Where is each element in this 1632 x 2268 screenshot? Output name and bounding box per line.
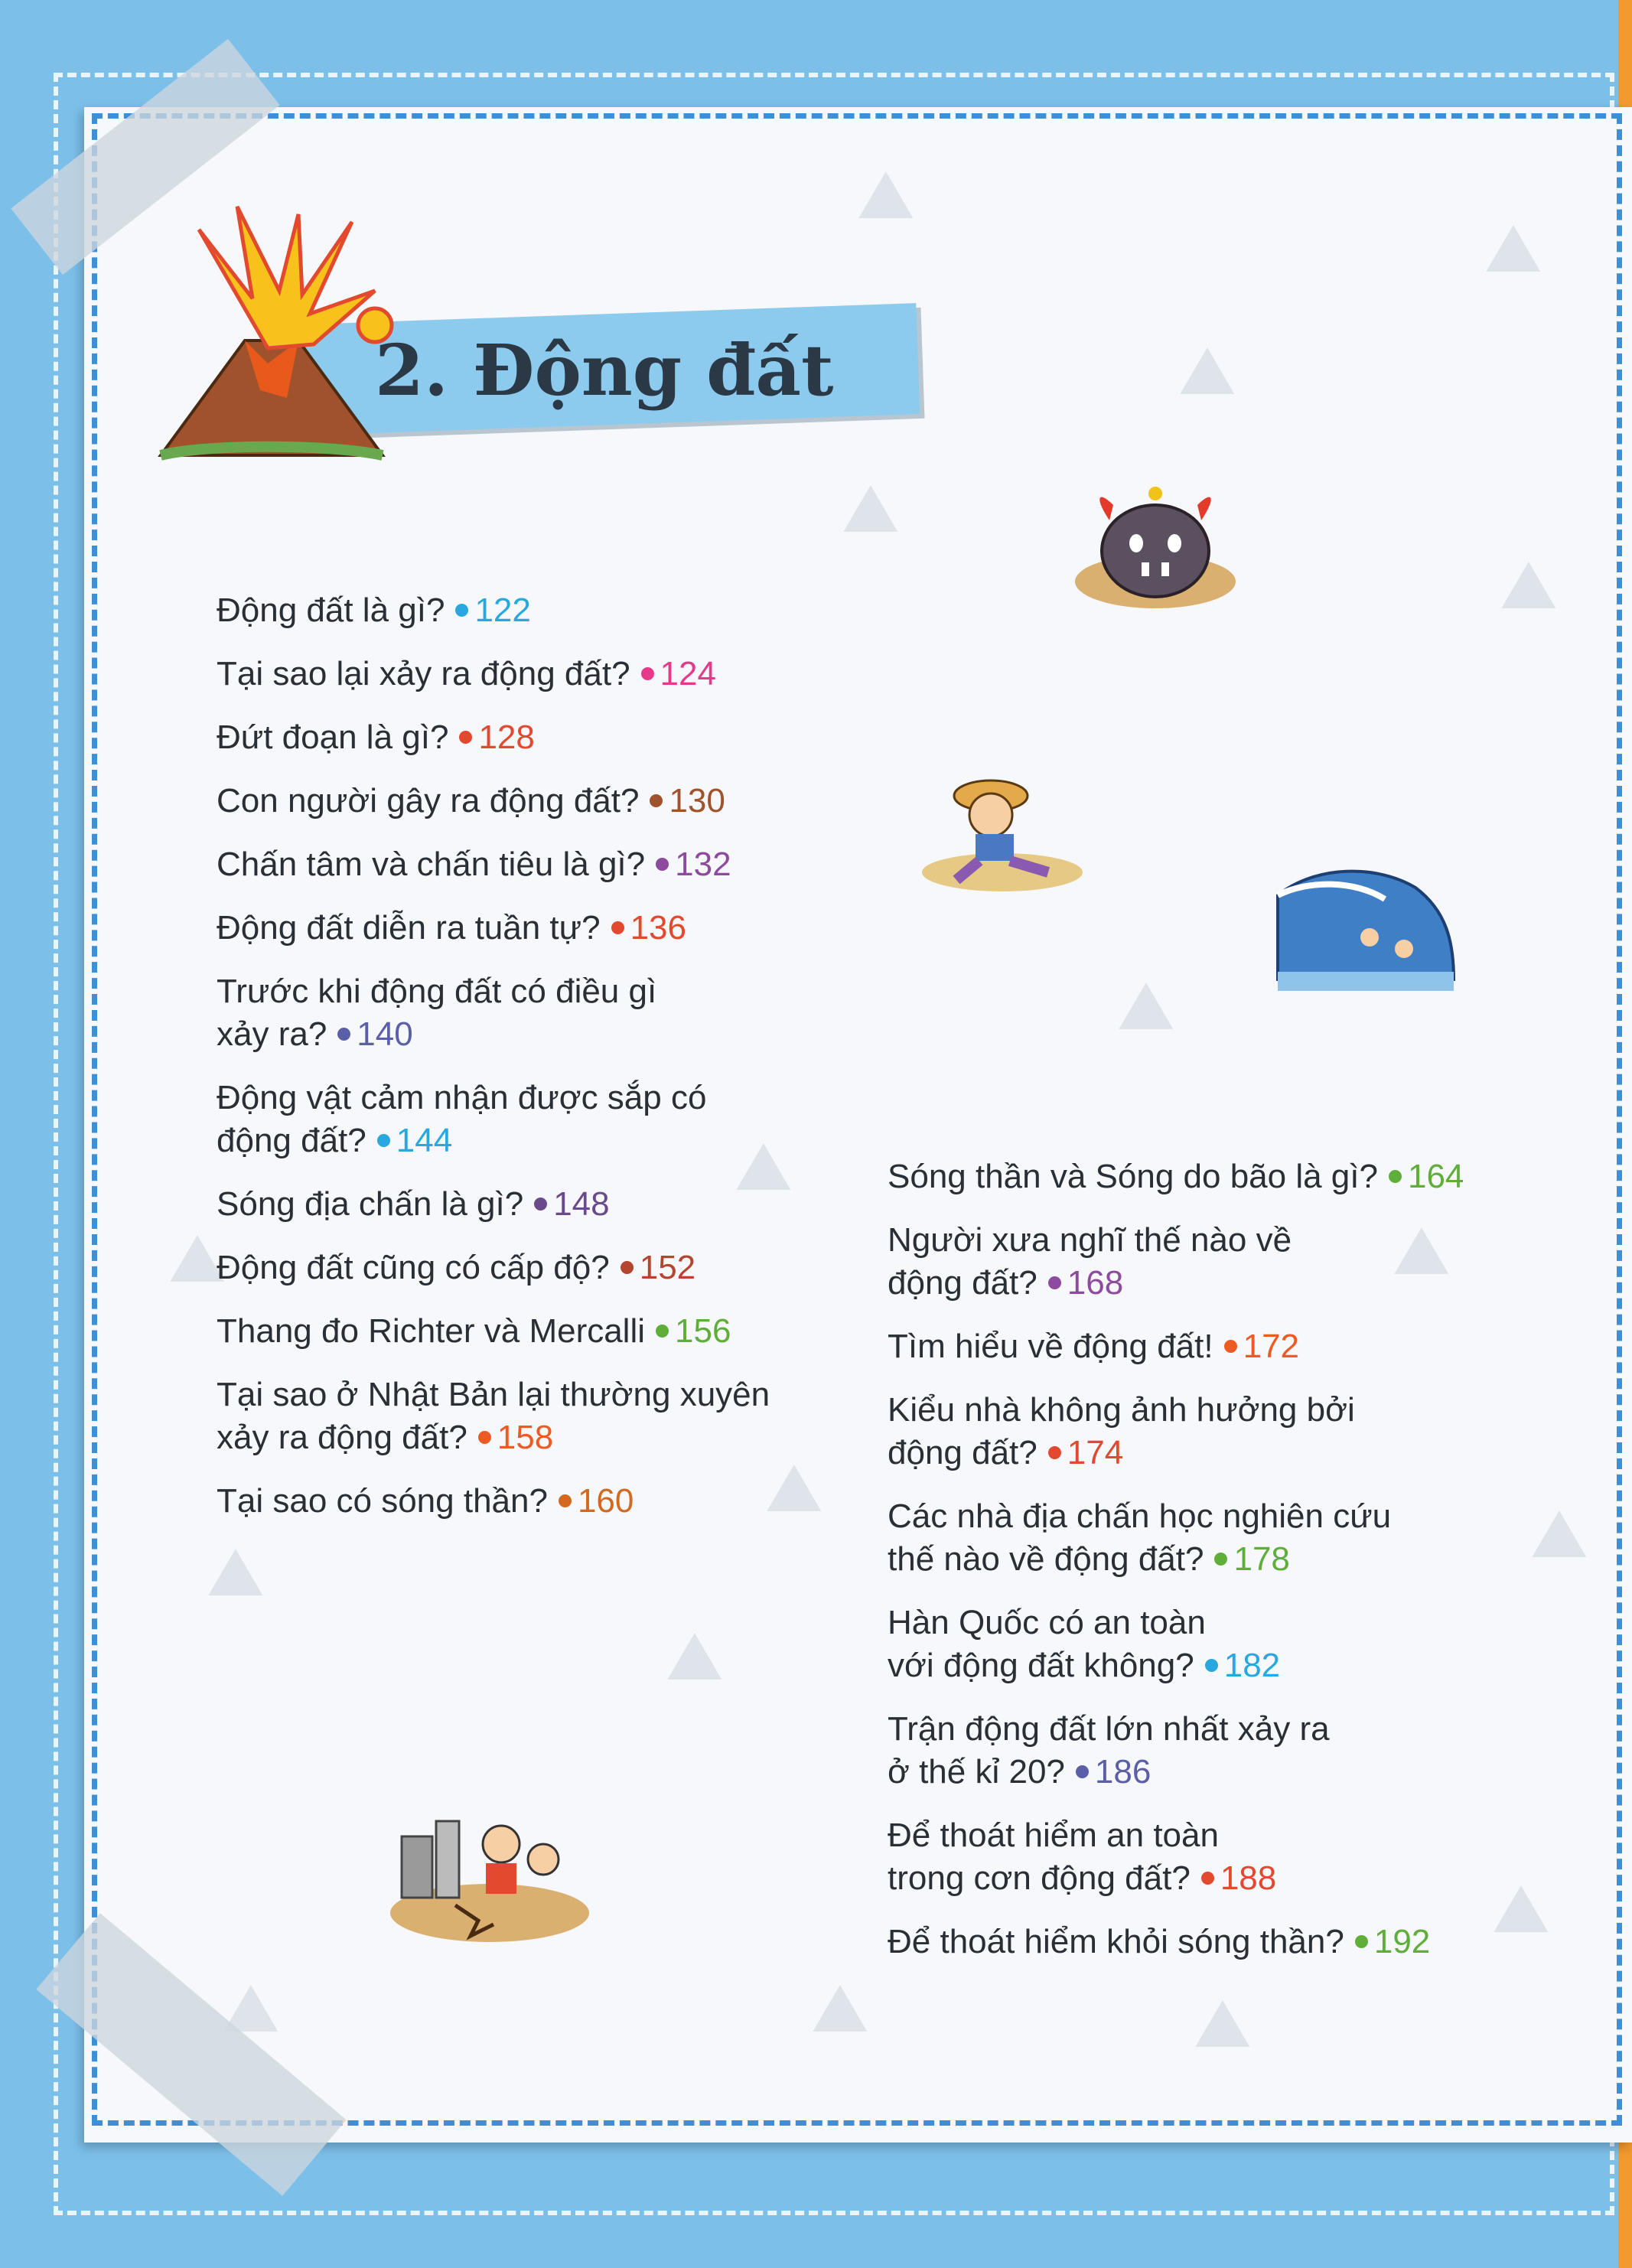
toc-entry[interactable] <box>888 1921 1546 1963</box>
toc-entry-line <box>217 1310 829 1353</box>
toc-entry-line <box>888 1857 1546 1900</box>
erupting-volcano-icon <box>145 199 398 474</box>
bullet-dot-icon <box>1205 1659 1218 1672</box>
toc-entry[interactable] <box>888 1602 1546 1687</box>
toc-entry[interactable] <box>217 589 829 632</box>
toc-entry[interactable] <box>888 1325 1546 1368</box>
toc-entry-title: Tìm hiểu về động đất! <box>888 1328 1213 1365</box>
bg-volcano-icon: ⛰ <box>1194 1983 1252 2064</box>
toc-page-number: 156 <box>675 1312 731 1350</box>
toc-entry-title: Sóng địa chấn là gì? <box>217 1185 524 1223</box>
bullet-dot-icon <box>1201 1872 1214 1885</box>
toc-entry-line <box>217 1246 829 1289</box>
toc-left-column <box>217 589 829 1543</box>
toc-right-column <box>888 1155 1546 1984</box>
toc-entry-title: Động đất cũng có cấp độ? <box>217 1249 610 1286</box>
toc-entry[interactable] <box>217 653 829 696</box>
toc-entry-line <box>888 1219 1546 1262</box>
toc-entry-title: trong cơn động đất? <box>888 1859 1191 1897</box>
toc-entry-title: Để thoát hiểm khỏi sóng thần? <box>888 1923 1344 1960</box>
toc-entry-title: Động đất diễn ra tuần tự? <box>217 909 601 947</box>
toc-entry-title: động đất? <box>888 1434 1038 1471</box>
bg-volcano-icon: ⛰ <box>222 1968 280 2048</box>
bullet-dot-icon <box>478 1431 491 1444</box>
toc-entry-line <box>888 1538 1546 1581</box>
toc-entry-title: Động đất là gì? <box>217 591 445 629</box>
toc-entry-line <box>217 589 829 632</box>
toc-entry[interactable] <box>217 1246 829 1289</box>
toc-entry-title: Trận động đất lớn nhất xảy ra <box>888 1710 1330 1748</box>
toc-entry-line <box>888 1814 1546 1857</box>
bg-volcano-icon: ⛰ <box>1492 1869 1550 1949</box>
bg-volcano-icon: ⛰ <box>811 1968 869 2048</box>
earthquake-monster-illustration <box>1071 482 1239 612</box>
toc-entry-title: Đứt đoạn là gì? <box>217 719 449 756</box>
toc-entry[interactable] <box>217 970 829 1056</box>
toc-entry-line <box>888 1921 1546 1963</box>
toc-entry-title: Người xưa nghĩ thế nào về <box>888 1221 1292 1259</box>
toc-entry[interactable] <box>888 1495 1546 1581</box>
bullet-dot-icon <box>337 1028 350 1041</box>
toc-page-number: 158 <box>497 1419 554 1456</box>
bullet-dot-icon <box>377 1134 390 1147</box>
bg-volcano-icon: ⛰ <box>1117 966 1175 1046</box>
bullet-dot-icon <box>1048 1276 1061 1289</box>
bullet-dot-icon <box>459 731 472 744</box>
toc-entry[interactable] <box>217 1310 829 1353</box>
toc-entry-title: Kiểu nhà không ảnh hưởng bởi <box>888 1391 1355 1429</box>
bg-volcano-icon: ⛰ <box>1484 208 1542 288</box>
toc-entry-line <box>888 1751 1546 1794</box>
toc-page-number: 122 <box>474 591 531 629</box>
toc-page-number: 168 <box>1067 1264 1124 1302</box>
bg-volcano-icon: ⛰ <box>1178 331 1236 411</box>
toc-entry[interactable] <box>888 1814 1546 1900</box>
chapter-header <box>145 199 933 474</box>
toc-entry-title: Sóng thần và Sóng do bão là gì? <box>888 1158 1378 1195</box>
toc-entry[interactable] <box>217 907 829 950</box>
bg-volcano-icon: ⛰ <box>765 1448 823 1528</box>
toc-page-number: 164 <box>1407 1158 1464 1195</box>
bullet-dot-icon <box>1048 1446 1061 1459</box>
toc-entry-line <box>888 1708 1546 1751</box>
bg-volcano-icon: ⛰ <box>207 1532 265 1612</box>
toc-entry[interactable] <box>217 1077 829 1162</box>
toc-entry[interactable] <box>888 1211 1546 1305</box>
toc-page-number: 136 <box>630 909 686 947</box>
toc-entry-title: Chấn tâm và chấn tiêu là gì? <box>217 846 646 883</box>
toc-page-number: 132 <box>675 846 731 883</box>
bullet-dot-icon <box>455 604 468 617</box>
toc-page-number: 160 <box>577 1482 634 1520</box>
toc-page-number: 148 <box>553 1185 610 1223</box>
bg-volcano-icon: ⛰ <box>168 1218 226 1299</box>
toc-page-number: 178 <box>1233 1540 1290 1578</box>
toc-entry-line <box>217 907 829 950</box>
toc-entry-title: thế nào về động đất? <box>888 1540 1204 1578</box>
bg-volcano-icon: ⛰ <box>666 1616 724 1696</box>
bg-volcano-icon: ⛰ <box>1530 1494 1588 1574</box>
toc-entry-title: xảy ra động đất? <box>217 1419 467 1456</box>
toc-page-number: 124 <box>660 655 716 692</box>
toc-entry-title: Tại sao ở Nhật Bản lại thường xuyên <box>217 1376 770 1413</box>
bullet-dot-icon <box>641 667 654 680</box>
toc-entry[interactable] <box>217 1374 829 1459</box>
bullet-dot-icon <box>1389 1170 1402 1183</box>
bullet-dot-icon <box>1224 1340 1237 1353</box>
tsunami-wave-illustration <box>1262 865 1461 1002</box>
bg-volcano-icon: ⛰ <box>1393 1211 1451 1291</box>
toc-entry-line <box>888 1495 1546 1538</box>
toc-entry[interactable] <box>888 1389 1546 1475</box>
toc-entry-line <box>888 1432 1546 1475</box>
running-boy-illustration <box>918 765 1094 895</box>
bullet-dot-icon <box>1214 1553 1227 1566</box>
toc-entry-title: Thang đo Richter và Mercalli <box>217 1312 646 1350</box>
toc-page-number: 182 <box>1223 1647 1281 1684</box>
toc-page-number: 128 <box>478 719 535 756</box>
toc-page-number: 140 <box>357 1015 413 1053</box>
toc-entry-line <box>217 1374 829 1416</box>
bullet-dot-icon <box>559 1494 572 1507</box>
toc-entry-line <box>888 1602 1546 1644</box>
toc-page-number: 192 <box>1373 1923 1431 1960</box>
toc-entry-line <box>217 843 829 886</box>
toc-entry-line <box>888 1262 1546 1305</box>
toc-entry-title: Trước khi động đất có điều gì <box>217 973 657 1010</box>
toc-entry-line <box>217 970 829 1013</box>
toc-entry-title: động đất? <box>888 1264 1038 1302</box>
toc-entry[interactable] <box>217 843 829 886</box>
toc-entry-title: Động vật cảm nhận được sắp có <box>217 1079 707 1116</box>
bullet-dot-icon <box>621 1261 634 1274</box>
toc-entry-line <box>217 1077 829 1119</box>
toc-entry[interactable] <box>217 780 829 823</box>
toc-entry-line <box>217 1183 829 1226</box>
toc-entry[interactable] <box>217 1183 829 1226</box>
bullet-dot-icon <box>656 1325 669 1338</box>
toc-entry-line <box>888 1325 1546 1368</box>
toc-entry[interactable] <box>217 1480 829 1523</box>
toc-page-number: 186 <box>1094 1753 1152 1791</box>
bullet-dot-icon <box>1355 1935 1368 1948</box>
bullet-dot-icon <box>1076 1765 1089 1778</box>
bg-volcano-icon: ⛰ <box>735 1126 793 1207</box>
bullet-dot-icon <box>534 1198 547 1211</box>
toc-entry[interactable] <box>217 716 829 759</box>
bg-volcano-icon: ⛰ <box>857 155 915 235</box>
toc-entry-line <box>217 1119 829 1162</box>
toc-page-number: 188 <box>1220 1859 1277 1897</box>
toc-page-number: 130 <box>669 782 725 820</box>
bullet-dot-icon <box>611 921 624 934</box>
toc-entry-line <box>888 1389 1546 1432</box>
toc-page-number: 174 <box>1067 1434 1124 1471</box>
toc-entry-title: Hàn Quốc có an toàn <box>888 1604 1206 1641</box>
toc-entry-line <box>217 716 829 759</box>
toc-page-number: 144 <box>396 1122 453 1159</box>
toc-entry-title: Con người gây ra động đất? <box>217 782 640 820</box>
toc-entry[interactable] <box>888 1708 1546 1794</box>
toc-entry-title: ở thế kỉ 20? <box>888 1753 1065 1791</box>
bg-volcano-icon: ⛰ <box>1500 545 1558 625</box>
toc-entry-title: động đất? <box>217 1122 366 1159</box>
toc-entry-title: Tại sao có sóng thần? <box>217 1482 548 1520</box>
toc-entry-line <box>217 780 829 823</box>
toc-entry-title: xảy ra? <box>217 1015 327 1053</box>
toc-entry-title: Tại sao lại xảy ra động đất? <box>217 655 630 692</box>
earthquake-crack-illustration <box>386 1791 593 1944</box>
bg-volcano-icon: ⛰ <box>842 468 900 549</box>
toc-entry-title: Các nhà địa chấn học nghiên cứu <box>888 1497 1392 1535</box>
toc-entry-line <box>217 1013 829 1056</box>
toc-entry[interactable] <box>888 1155 1546 1198</box>
bullet-dot-icon <box>650 794 663 807</box>
toc-page-number: 152 <box>639 1249 696 1286</box>
toc-entry-line <box>217 653 829 696</box>
toc-entry-line <box>888 1644 1546 1687</box>
toc-entry-line <box>888 1155 1546 1198</box>
toc-entry-title: Để thoát hiểm an toàn <box>888 1817 1219 1854</box>
toc-entry-line <box>217 1416 829 1459</box>
page-title: 2. Động đất <box>375 329 834 412</box>
toc-page-number: 172 <box>1243 1328 1300 1365</box>
bullet-dot-icon <box>656 858 669 871</box>
toc-entry-title: với động đất không? <box>888 1647 1194 1684</box>
toc-entry-line <box>217 1480 829 1523</box>
